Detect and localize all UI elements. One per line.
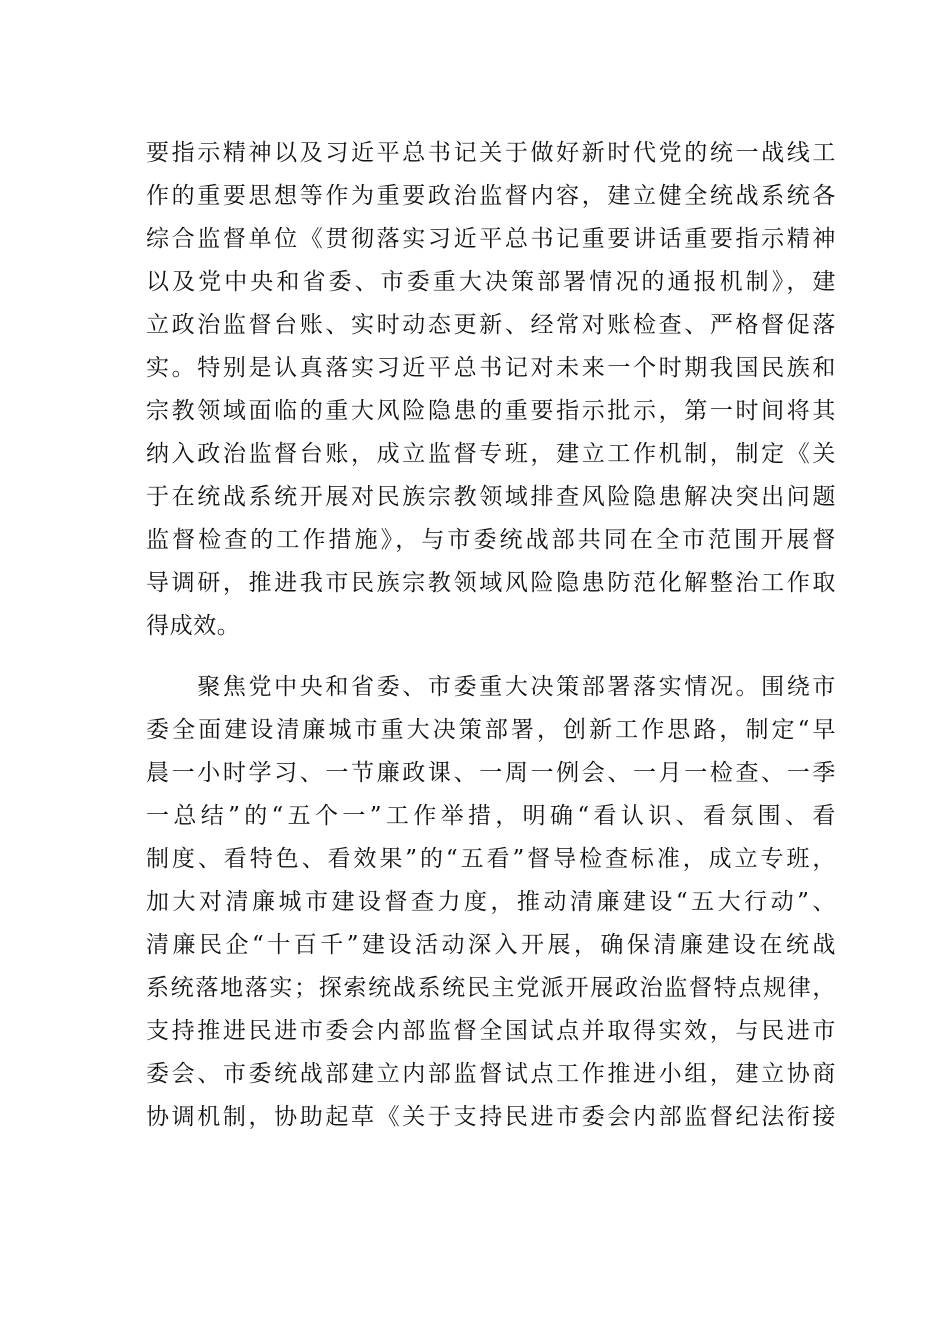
text-line: 清廉民企“十百千”建设活动深入开展，确保清廉建设在统战 xyxy=(146,932,836,958)
text-line: 综合监督单位《贯彻落实习近平总书记重要讲话重要指示精神 xyxy=(146,226,836,252)
text-line: 委全面建设清廉城市重大决策部署，创新工作思路，制定“早 xyxy=(146,717,836,743)
text-line: 监督检查的工作措施》，与市委统战部共同在全市范围开展督 xyxy=(146,527,836,553)
text-line: 纳入政治监督台账，成立监督专班，建立工作机制，制定《关 xyxy=(146,441,836,467)
text-line: 制度、看特色、看效果”的“五看”督导检查标准，成立专班， xyxy=(146,846,836,872)
paragraph-2 xyxy=(146,666,836,1139)
text-line: 聚焦党中央和省委、市委重大决策部署落实情况。围绕市 xyxy=(146,674,836,700)
text-line: 得成效。 xyxy=(146,613,241,639)
text-line: 系统落地落实；探索统战系统民主党派开展政治监督特点规律， xyxy=(146,975,836,1001)
text-line: 协调机制，协助起草《关于支持民进市委会内部监督纪法衔接 xyxy=(146,1104,836,1130)
text-line: 实。特别是认真落实习近平总书记对未来一个时期我国民族和 xyxy=(146,355,836,381)
text-line: 于在统战系统开展对民族宗教领域排查风险隐患解决突出问题 xyxy=(146,484,836,510)
text-line: 要指示精神以及习近平总书记关于做好新时代党的统一战线工 xyxy=(146,140,836,166)
text-line: 一总结”的“五个一”工作举措，明确“看认识、看氛围、看 xyxy=(146,803,836,829)
text-line: 立政治监督台账、实时动态更新、经常对账检查、严格督促落 xyxy=(146,312,836,338)
paragraph-1 xyxy=(146,132,836,648)
text-line: 支持推进民进市委会内部监督全国试点并取得实效，与民进市 xyxy=(146,1018,836,1044)
text-line: 作的重要思想等作为重要政治监督内容，建立健全统战系统各 xyxy=(146,183,836,209)
text-line: 晨一小时学习、一节廉政课、一周一例会、一月一检查、一季 xyxy=(146,760,836,786)
text-line: 委会、市委统战部建立内部监督试点工作推进小组，建立协商 xyxy=(146,1061,836,1087)
text-line: 以及党中央和省委、市委重大决策部署情况的通报机制》，建 xyxy=(146,269,836,295)
text-line: 加大对清廉城市建设督查力度，推动清廉建设“五大行动”、 xyxy=(146,889,836,915)
text-line: 宗教领域面临的重大风险隐患的重要指示批示，第一时间将其 xyxy=(146,398,836,424)
text-line: 导调研，推进我市民族宗教领域风险隐患防范化解整治工作取 xyxy=(146,570,836,596)
